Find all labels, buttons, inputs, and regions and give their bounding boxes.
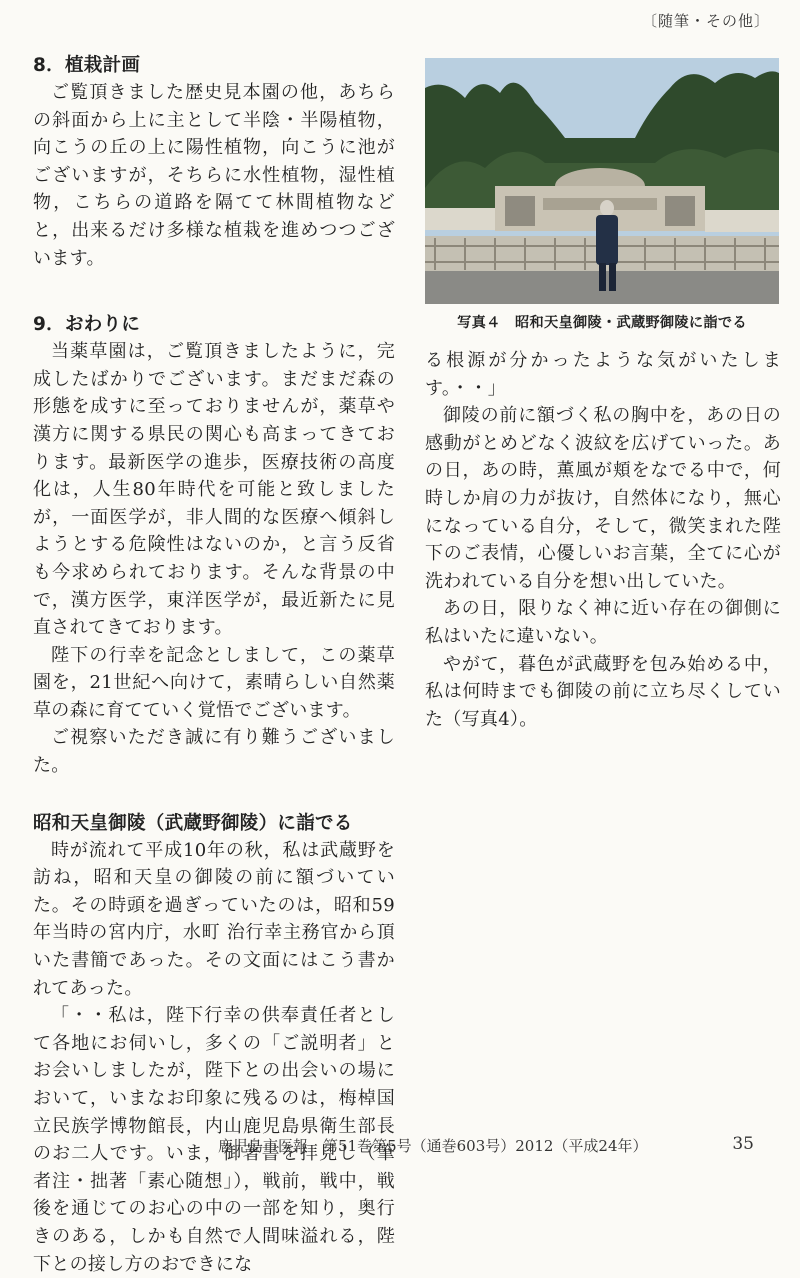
mausoleum-photo <box>425 58 779 304</box>
section-9-paragraph-2: 陛下の行幸を記念としまして，この薬草園を，21世紀へ向けて，素晴らしい自然薬草の森に育てていく覚悟でございます。 <box>33 644 395 721</box>
right-paragraph-3: あの日，限りなく神に近い存在の御側に私はいたに違いない。 <box>425 598 781 647</box>
section-8-paragraph: ご覧頂きました歴史見本園の他，あちらの斜面から上に主として半陰・半陽植物，向こうの丘の上に陽性植物，向こうに池がございますが，そちらに水性植物，湿性植物，こちらの道路を隔てて林間植物などと，出来るだけ多様な植栽を進めつつございます。 <box>33 82 395 269</box>
section-9-paragraph-1: 当薬草園は，ご覧頂きましたように，完成したばかりでございます。まだまだ森の形態を成すに至っておりませんが，薬草や漢方に関する県民の関心も高まってきております。最新医学の進歩，医療技術の高度化は，人生80年時代を可能と致しましたが，一面医学が，非人間的な医療へ傾斜しようとする危険性はないのか，と言う反省も今求められております。そんな背景の中で，漢方医学，東洋医学が，最近新たに見直されてきております。 <box>33 341 395 639</box>
left-column <box>33 52 395 1278</box>
mausoleum-paragraph-2: 「・・私は，陛下行幸の供奉責任者として各地にお伺いし，多くの「ご説明者」とお会いしましたが，陛下との出会いの場において，いまなお印象に残るのは，梅棹国立民族学博物館長，内山鹿児島県衛生部長のお二人です。いま，御著書を拝見し（筆者注・拙著「素心随想」），戦前，戦中，戦後を通じてのお心の中の一部を知り，奥行きのある，しかも自然で人間味溢れる，陛下との接し方のおできにな <box>33 1005 395 1275</box>
section-tag: 〔随筆・その他〕 <box>641 12 770 30</box>
right-paragraph-4: やがて，暮色が武蔵野を包み始める中，私は何時までも御陵の前に立ち尽くしていた（写真4）。 <box>425 653 781 730</box>
journal-info: 鹿児島市医報 第51巻第5号（通巻603号）2012（平成24年） <box>218 1137 648 1155</box>
page-number: 35 <box>732 1134 754 1154</box>
right-column <box>425 347 781 733</box>
mausoleum-paragraph-1: 時が流れて平成10年の秋，私は武蔵野を訪ね，昭和天皇の御陵の前に額づいていた。その時頭を過ぎっていたのは，昭和59年当時の宮内庁，水町 治行幸主務官から頂いた書簡であった。その文面にはこう書かれてあった。 <box>33 839 395 999</box>
right-paragraph-1: る根源が分かったような気がいたします。・・」 <box>425 350 781 399</box>
photo-caption: 写真４ 昭和天皇御陵・武蔵野御陵に詣でる <box>457 315 747 331</box>
section-9-paragraph-3: ご視察いただき誠に有り難うございました。 <box>33 727 395 777</box>
heading-section-9: 9．おわりに <box>33 314 141 336</box>
heading-mausoleum: 昭和天皇御陵（武蔵野御陵）に詣でる <box>33 812 353 834</box>
heading-section-8: 8．植栽計画 <box>33 55 141 76</box>
right-paragraph-2: 御陵の前に額づく私の胸中を，あの日の感動がとめどなく波紋を広げていった。あの日，あの時，薫風が頬をなでる中で，何時しか肩の力が抜け，自然体になり，無心になっている自分，そして，微笑まれた陛下のご表情，心優しいお言葉，全てに心が洗われている自分を想い出していた。 <box>425 405 781 592</box>
